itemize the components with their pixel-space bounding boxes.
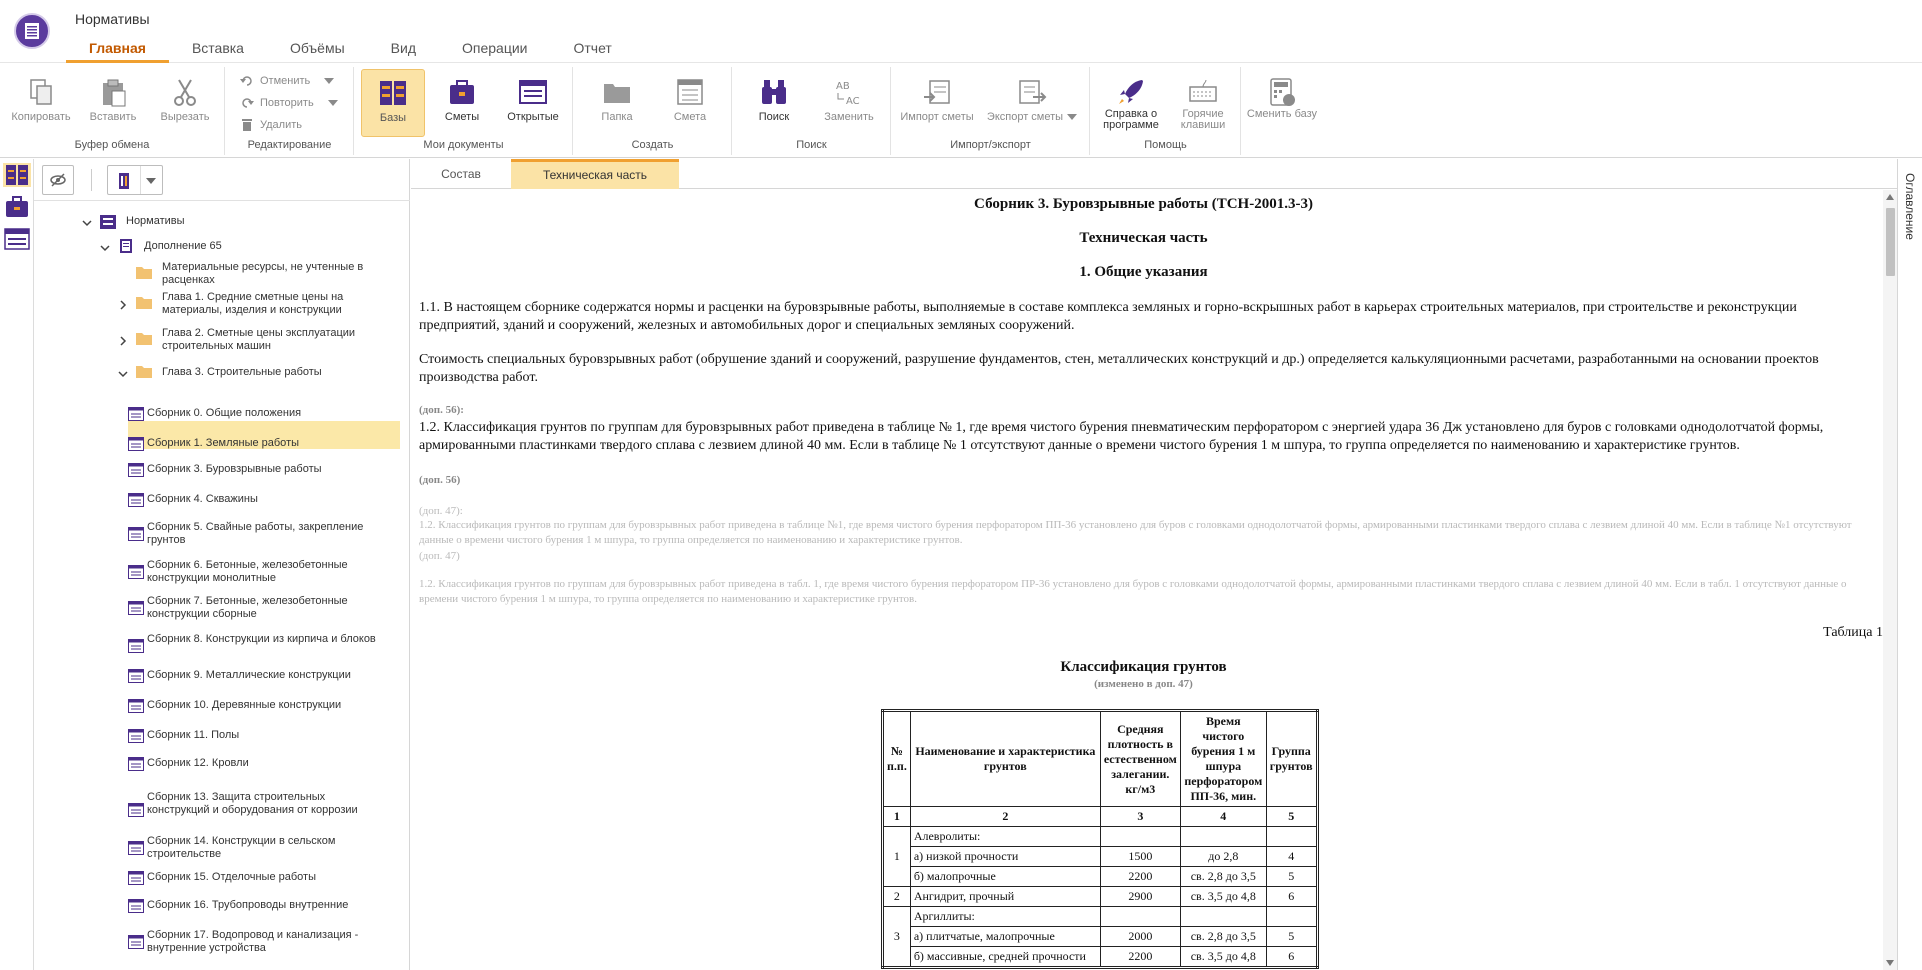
table-row [883, 887, 1318, 907]
table-number-cell: 3 [1100, 807, 1180, 827]
doc-table-label: Таблица 1 [1823, 625, 1883, 640]
about-label: Справка о программе [1103, 108, 1159, 131]
table-cell: б) массивные, средней прочности [910, 947, 1100, 968]
table-cell: до 2,8 [1180, 847, 1266, 867]
rail-bases-icon[interactable] [3, 163, 31, 187]
table-row [883, 867, 1318, 887]
import-icon [922, 77, 952, 107]
svg-text:AC: AC [846, 96, 860, 107]
collection-doc-icon [128, 841, 144, 855]
group-help-caption: Помощь [1144, 139, 1187, 151]
collection-doc-icon [128, 639, 144, 653]
chevron-down-icon[interactable] [100, 243, 110, 253]
scroll-up-icon[interactable] [1886, 194, 1894, 200]
group-search [733, 67, 891, 155]
collection-doc-icon [128, 669, 144, 683]
book-icon [117, 172, 131, 190]
group-help [1091, 67, 1241, 155]
table-cell: 2 [883, 887, 911, 907]
svg-text:AB: AB [836, 81, 850, 92]
vertical-scrollbar[interactable] [1883, 190, 1897, 970]
tab-volumes[interactable]: Объёмы [289, 40, 345, 56]
document-view[interactable] [411, 190, 1883, 970]
doc-note-47-b: (доп. 47) [419, 550, 460, 562]
estimate-doc-icon [675, 77, 705, 107]
tree-node-label: Сборник 9. Металлические конструкции [147, 669, 351, 681]
group-clipboard-caption: Буфер обмена [74, 139, 150, 151]
redo-label: Повторить [260, 97, 314, 109]
table-cell: 4 [1266, 847, 1317, 867]
table-cell: 6 [1266, 947, 1317, 968]
table-header-cell: Средняя плотность в естественном залегании. кг/м3 [1100, 711, 1180, 807]
bases-button[interactable] [361, 69, 425, 137]
collection-doc-icon [128, 407, 144, 421]
opened-label: Открытые [507, 111, 559, 123]
replace-label: Заменить [824, 111, 874, 123]
export-dropdown-icon[interactable] [1067, 114, 1077, 120]
toolbar-divider [91, 169, 92, 191]
table-cell: св. 3,5 до 4,8 [1180, 947, 1266, 968]
export-estimate-label: Экспорт сметы [986, 111, 1064, 123]
replace-icon [834, 77, 864, 107]
table-cell: св. 2,8 до 3,5 [1180, 867, 1266, 887]
chevron-down-icon[interactable] [82, 218, 92, 228]
paste-label: Вставить [89, 111, 137, 123]
tab-report[interactable]: Отчет [573, 40, 612, 56]
hotkeys-label: Горячие клавиши [1180, 108, 1226, 131]
tab-composition[interactable]: Состав [441, 167, 481, 181]
scroll-down-icon[interactable] [1886, 960, 1894, 966]
tree-node-chapter-2[interactable] [162, 327, 382, 355]
folder-icon [136, 266, 152, 280]
tree-node-label: Глава 1. Средние сметные цены на материалы, изделия и конструкции [162, 291, 344, 316]
dropdown-divider [140, 166, 141, 194]
group-import-export-caption: Импорт/экспорт [950, 139, 1031, 151]
doc-subtitle: Техническая часть [1079, 230, 1208, 246]
table-cell: Аргиллиты: [910, 907, 1100, 927]
new-estimate-label: Смета [673, 111, 707, 123]
collection-doc-icon [128, 565, 144, 579]
group-edit-caption: Редактирование [247, 139, 332, 151]
tree-node-label: Материальные ресурсы, не учтенные в расценках [162, 261, 364, 286]
table-row [883, 927, 1318, 947]
rail-estimates-icon[interactable] [3, 195, 31, 219]
undo-button[interactable] [238, 71, 350, 91]
group-import-export [892, 67, 1090, 155]
table-header-cell: Группа грунтов [1266, 711, 1317, 807]
table-cell: 1500 [1100, 847, 1180, 867]
export-estimate-button[interactable] [980, 69, 1084, 137]
tree-node-label: Глава 3. Строительные работы [162, 366, 322, 378]
group-create-caption: Создать [631, 139, 674, 151]
change-base-button[interactable] [1246, 69, 1318, 137]
chevron-down-icon[interactable] [118, 369, 128, 379]
table-cell: 6 [1266, 887, 1317, 907]
tree-node-label: Глава 2. Сметные цены эксплуатации строительных машин [162, 327, 356, 352]
title-bar [0, 0, 1922, 63]
group-clipboard [0, 67, 225, 155]
table-cell: 2200 [1100, 947, 1180, 968]
tree-node-label: Сборник 11. Полы [147, 729, 240, 741]
table-cell [1100, 827, 1180, 847]
collection-doc-icon [128, 437, 144, 451]
doc-note-47-a: (доп. 47): [419, 505, 463, 517]
redo-button[interactable] [238, 93, 350, 113]
table-cell: 5 [1266, 867, 1317, 887]
chevron-right-icon[interactable] [118, 336, 128, 346]
group-create [574, 67, 732, 155]
collection-doc-icon [128, 729, 144, 743]
tree-node-label: Сборник 5. Свайные работы, закрепление грунтов [147, 521, 364, 546]
scissors-icon [170, 77, 200, 107]
collection-doc-icon [128, 757, 144, 771]
tree-node-label: Сборник 14. Конструкции в сельском строительстве [147, 835, 336, 860]
undo-dropdown-icon[interactable] [324, 78, 334, 84]
about-button[interactable] [1095, 69, 1167, 137]
group-edit [226, 67, 354, 155]
tree-node-label: Сборник 0. Общие положения [147, 407, 302, 419]
table-cell: св. 3,5 до 4,8 [1180, 887, 1266, 907]
delete-button[interactable] [238, 115, 350, 135]
tab-home[interactable]: Главная [66, 38, 169, 63]
tree-panel [34, 159, 410, 970]
window-icon [518, 77, 548, 107]
tree-node-label: Нормативы [126, 215, 185, 227]
collection-doc-icon [128, 935, 144, 949]
tree-node-label: Сборник 3. Буровзрывные работы [147, 463, 322, 475]
replace-button[interactable] [813, 69, 885, 137]
collection-doc-icon [128, 527, 144, 541]
table-cell: Алевролиты: [910, 827, 1100, 847]
doc-note-56-a: (доп. 56): [419, 404, 464, 416]
find-button[interactable] [741, 69, 807, 137]
doc-table-subtitle: (изменено в доп. 47) [1094, 678, 1193, 690]
bases-icon [378, 78, 408, 108]
folder-icon [136, 296, 152, 310]
redo-dropdown-icon[interactable] [328, 100, 338, 106]
group-search-caption: Поиск [796, 139, 827, 151]
tab-insert[interactable]: Вставка [191, 40, 244, 56]
scrollbar-thumb[interactable] [1886, 208, 1895, 276]
table-row [883, 947, 1318, 968]
delete-label: Удалить [260, 119, 302, 131]
table-cell [1266, 907, 1317, 927]
side-panel-tab[interactable] [1897, 159, 1922, 970]
table-number-cell: 5 [1266, 807, 1317, 827]
estimates-label: Сметы [444, 111, 480, 123]
estimates-button[interactable] [429, 69, 495, 137]
group-mydocs [355, 67, 573, 155]
copy-label: Копировать [11, 111, 71, 123]
collection-doc-icon [128, 871, 144, 885]
app-title: Нормативы [75, 11, 150, 27]
toggle-hidden-button[interactable] [42, 165, 74, 195]
tab-view[interactable]: Вид [390, 40, 416, 56]
ribbon-tabs [66, 38, 635, 63]
table-row [883, 907, 1318, 927]
tree-node-chapter-1[interactable] [162, 291, 382, 319]
table-cell [1266, 827, 1317, 847]
collection-doc-icon [128, 463, 144, 477]
tree-node-materials[interactable] [162, 261, 382, 289]
calculator-icon [1267, 77, 1297, 107]
cut-label: Вырезать [160, 111, 210, 123]
table-number-cell: 2 [910, 807, 1100, 827]
table-cell: а) низкой прочности [910, 847, 1100, 867]
soil-classification-table [881, 709, 1319, 969]
collection-doc-icon [128, 899, 144, 913]
undo-icon [240, 75, 254, 87]
doc-title: Сборник 3. Буровзрывные работы (ТСН-2001.3-3) [974, 196, 1313, 212]
copy-icon [26, 77, 56, 107]
ribbon [0, 63, 1922, 158]
bases-label: Базы [379, 112, 407, 124]
collection-doc-icon [128, 699, 144, 713]
tree-node-label: Сборник 10. Деревянные конструкции [147, 699, 342, 711]
redo-icon [240, 97, 254, 109]
table-cell: 2200 [1100, 867, 1180, 887]
import-estimate-button[interactable] [896, 69, 978, 137]
trash-icon [240, 119, 254, 131]
tree-view [34, 201, 410, 970]
collection-doc-icon [128, 601, 144, 615]
table-row [883, 827, 1318, 847]
tree-node-label: Сборник 6. Бетонные, железобетонные конструкции монолитные [147, 559, 348, 584]
table-cell [1100, 907, 1180, 927]
tree-node-label: Сборник 16. Трубопроводы внутренние [147, 899, 349, 911]
doc-paragraph-3: 1.2. Классификация грунтов по группам для буровзрывных работ приведена в таблице № 1, где время чистого бурения пневматическим перфоратором с энергией удара 36 Дж установлено для буров с головками однодолотчатой формы, армированными пластинками твердого сплава с лезвием длиной 40 мм. Если в таблице № 1 отсутствуют данные о времени чистого бурения 1 м шпура, то группа определяется по наименованию и характеристике грунтов. [419, 420, 1824, 453]
doc-faint-paragraph-2: 1.2. Классификация грунтов по группам для буровзрывных работ приведена в табл. 1, где время чистого бурения перфоратором ПР-36 установлено для буров с головками однодолотчатой формы, армированными пластинками твердого сплава с лезвием длиной 40 мм. Если в табл. 1 отсутствуют данные о времени чистого бурения 1 м шпура, то группа определяется по наименованию и характеристике грунтов. [419, 578, 1847, 605]
new-estimate-button[interactable] [656, 69, 724, 137]
collection-doc-icon [128, 803, 144, 817]
collection-doc-icon [128, 493, 144, 507]
table-cell: 1 [883, 827, 911, 887]
table-number-cell: 1 [883, 807, 911, 827]
rocket-icon [1116, 77, 1146, 107]
folder-icon [602, 77, 632, 107]
table-cell: 5 [1266, 927, 1317, 947]
table-cell: Ангидрит, прочный [910, 887, 1100, 907]
doc-section-heading: 1. Общие указания [1079, 264, 1208, 280]
copy-button[interactable] [4, 69, 78, 137]
table-cell: 2900 [1100, 887, 1180, 907]
binoculars-icon [759, 77, 789, 107]
book-view-dropdown[interactable] [107, 165, 163, 195]
table-cell [1180, 827, 1266, 847]
table-header-row [883, 711, 1318, 807]
doc-faint-paragraph-1: 1.2. Классификация грунтов по группам для буровзрывных работ приведена в таблице №1, где время чистого бурения перфоратором ПП-36 установлено для буров с головками однодолотчатой формы, армированными пластинками твердого сплава с лезвием длиной 40 мм. Если в таблице №1 отсутствуют данные о времени чистого бурения 1 м шпура, то группа определяется по наименованию и характеристике грунтов. [419, 519, 1852, 546]
keyboard-icon [1188, 77, 1218, 107]
import-estimate-label: Импорт сметы [900, 111, 974, 123]
group-base [1242, 67, 1322, 155]
tab-operations[interactable]: Операции [461, 40, 528, 56]
tree-node-label: Сборник 4. Скважины [147, 493, 258, 505]
rail-opened-icon[interactable] [3, 227, 31, 251]
paste-button[interactable] [80, 69, 146, 137]
hotkeys-button[interactable] [1169, 69, 1237, 137]
table-header-cell: № п.п. [883, 711, 911, 807]
tree-toolbar [34, 159, 410, 201]
app-logo-icon[interactable] [14, 13, 50, 49]
new-folder-button[interactable] [584, 69, 650, 137]
folder-icon [136, 332, 152, 346]
group-mydocs-caption: Мои документы [423, 139, 504, 151]
find-label: Поиск [758, 111, 790, 123]
paste-icon [98, 77, 128, 107]
table-cell: 3 [883, 907, 911, 968]
tree-node-label: Сборник 7. Бетонные, железобетонные конструкции сборные [147, 595, 348, 620]
undo-label: Отменить [260, 75, 311, 87]
table-row [883, 847, 1318, 867]
toc-tab-label: Оглавление [1903, 173, 1917, 240]
database-icon [100, 215, 116, 229]
content-tabs [411, 159, 1897, 189]
chevron-right-icon[interactable] [118, 300, 128, 310]
export-icon [1017, 77, 1047, 107]
table-number-row [883, 807, 1318, 827]
table-cell: 2000 [1100, 927, 1180, 947]
table-cell: св. 2,8 до 3,5 [1180, 927, 1266, 947]
table-header-cell: Наименование и характеристика грунтов [910, 711, 1100, 807]
doc-paragraph-2: Стоимость специальных буровзрывных работ (обрушение зданий и сооружений, разрушение фундаментов, стен, металлических конструкций и др.) определяется калькуляционными расчетами, разработанными на основании проектов производства работ. [419, 352, 1819, 385]
folder-icon [136, 365, 152, 379]
briefcase-icon [447, 77, 477, 107]
chevron-down-icon[interactable] [146, 178, 156, 184]
tree-node-label: Дополнение 65 [144, 240, 222, 252]
table-header-cell: Время чистого бурения 1 м шпура перфоратором ПП-36, мин. [1180, 711, 1266, 807]
cut-button[interactable] [150, 69, 220, 137]
opened-button[interactable] [499, 69, 567, 137]
tree-node-label: Сборник 17. Водопровод и канализация - внутренние устройства [147, 929, 359, 954]
new-folder-label: Папка [601, 111, 633, 123]
table-cell: а) плитчатые, малопрочные [910, 927, 1100, 947]
tree-node-label: Сборник 13. Защита строительных конструкций и оборудования от коррозии [147, 791, 358, 816]
table-cell: б) малопрочные [910, 867, 1100, 887]
change-base-label: Сменить базу [1246, 108, 1318, 120]
table-number-cell: 4 [1180, 807, 1266, 827]
table-cell [1180, 907, 1266, 927]
eye-off-icon [50, 173, 66, 187]
tab-technical-part[interactable]: Техническая часть [511, 159, 679, 189]
tree-node-label: Сборник 12. Кровли [147, 757, 249, 769]
doc-table-title: Классификация грунтов [1060, 659, 1227, 675]
left-rail [0, 159, 34, 970]
doc-note-56-b: (доп. 56) [419, 474, 461, 486]
tree-node-label: Сборник 8. Конструкции из кирпича и блоков [147, 633, 376, 645]
book-icon [118, 239, 134, 253]
doc-paragraph-1: 1.1. В настоящем сборнике содержатся нормы и расценки на буровзрывные работы, выполняемые в составе комплекса земляных и горно-вскрышных работ в карьерах строительных материалов, при строительстве и реконструкции предприятий, зданий и сооружений, железных и автомобильных дорог и специальных земляных сооружений. [419, 300, 1797, 333]
tree-node-label: Сборник 1. Земляные работы [147, 437, 300, 449]
tree-node-label: Сборник 15. Отделочные работы [147, 871, 316, 883]
content-area [411, 159, 1897, 970]
